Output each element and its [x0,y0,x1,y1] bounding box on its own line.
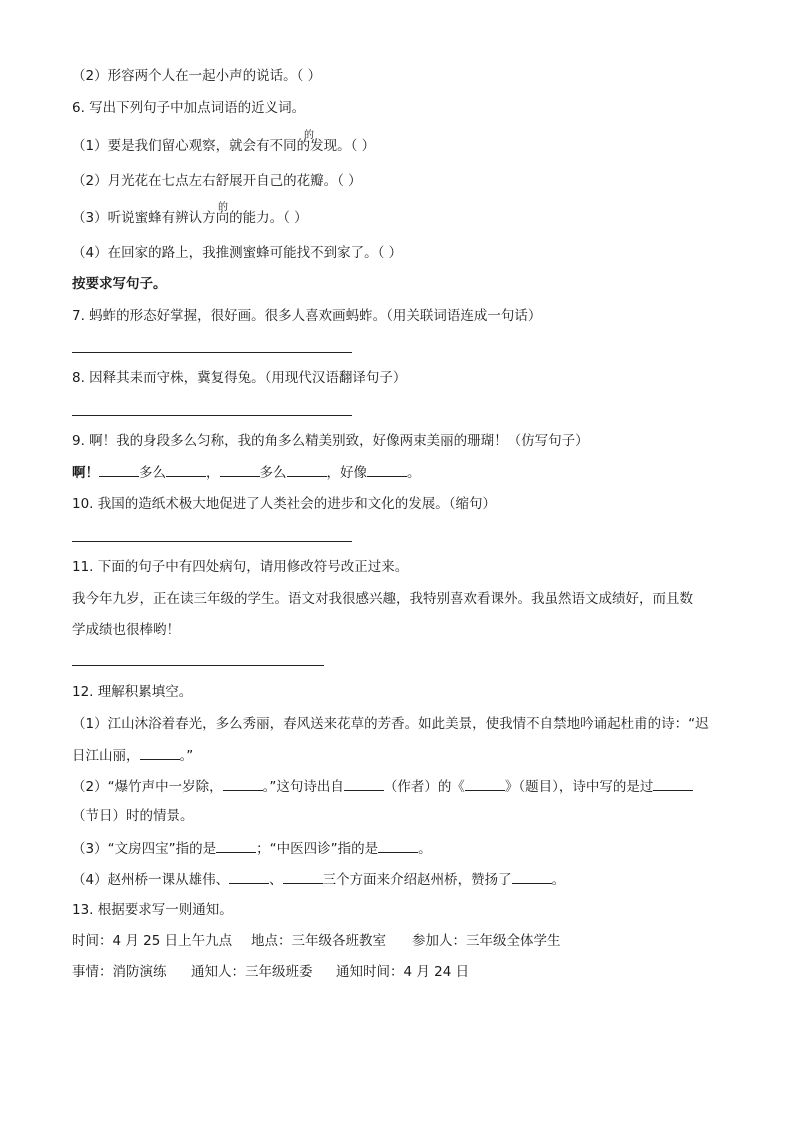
q6-title: 6. 写出下列句子中加点词语的近义词。 [72,100,306,116]
q8-prompt: 8. 因释其耒而守株，冀复得兔。（用现代汉语翻译句子） [72,370,407,386]
q12-item-4-text: 、 [269,872,283,888]
q11-answer-line[interactable] [72,665,324,666]
q12-item-2-blank[interactable] [653,776,693,791]
q9-prompt: 9. 啊！我的身段多么匀称，我的角多么精美别致，好像两束美丽的珊瑚！（仿写句子） [72,433,589,449]
q12-item-4 [72,869,565,890]
q12-item-3 [72,838,432,859]
q12-item-4-text: 三个方面来介绍赵州桥，赞扬了 [322,872,512,888]
q9-blank[interactable] [287,462,327,477]
q12-item-1-line-1: （1）江山沐浴着春光，多么秀丽，春风送来花草的芳香。如此美景，使我情不自禁地吟诵起杜甫的诗：“迟 [72,716,709,732]
emphasis-dot-mark: 的 [218,202,228,213]
q13-participants: 参加人：三年级全体学生 [412,933,561,949]
q10-prompt: 10. 我国的造纸术极大地促进了人类社会的进步和文化的发展。（缩句） [72,496,497,512]
q10-answer-line[interactable] [72,541,352,542]
q12-item-4-text: （4）赵州桥一课从雄伟、 [72,872,230,888]
q12-item-2-text: （作者）的《 [383,779,465,795]
q12-item-2-blank[interactable] [344,776,384,791]
q6-item-1: （1）要是我们留心观察，就会有不同的发现。（ ） [72,138,376,154]
q5-item-2: （2）形容两个人在一起小声的说话。（ ） [72,68,322,84]
q12-item-4-text: 。 [551,872,566,888]
q12-title: 12. 理解积累填空。 [72,684,193,700]
q9-blank[interactable] [166,462,206,477]
emphasis-dot-mark: 的 [304,130,314,141]
q9-blank[interactable] [367,462,407,477]
q13-place: 地点：三年级各班教室 [251,933,386,949]
q12-item-3-text: （3）“文房四宝”指的是 [72,841,217,857]
q6-item-2: （2）月光花在七点左右舒展开自己的花瓣。（ ） [72,173,362,189]
q9-blank[interactable] [220,462,260,477]
q12-item-2-text: （2）“爆竹声中一岁除， [72,779,223,795]
q12-item-1-text: 日江山丽， [72,748,140,764]
q12-item-2-text: 》（题目），诗中写的是过 [504,779,654,795]
q12-item-2-text: 。”这句诗出自 [262,779,344,795]
q12-item-1-line-2 [72,745,193,766]
q12-item-2-blank[interactable] [223,776,263,791]
q12-item-2-line-1 [72,776,693,797]
q11-text-line-2: 学成绩也很棒哟！ [72,622,180,638]
q6-item-4: （4）在回家的路上，我推测蜜蜂可能找不到家了。（ ） [72,245,403,261]
q13-notifier: 通知人：三年级班委 [191,964,313,980]
q7-answer-line[interactable] [72,352,352,353]
q12-item-2-line-2: （节日）时的情景。 [72,808,194,824]
q9-part: ， [206,465,220,481]
q12-item-3-blank[interactable] [216,838,256,853]
q9-blank[interactable] [99,462,139,477]
q12-item-3-text: ；“中医四诊”指的是 [256,841,379,857]
q13-notice-time: 通知时间：4 月 24 日 [336,964,470,980]
q12-item-2-blank[interactable] [465,776,505,791]
q12-item-4-blank[interactable] [229,869,269,884]
q13-matter: 事情：消防演练 [72,964,167,980]
q7-prompt: 7. 蚂蚱的形态好掌握，很好画。很多人喜欢画蚂蚱。（用关联词语连成一句话） [72,308,542,324]
q12-item-1-text: 。” [179,748,194,764]
q8-answer-line[interactable] [72,415,352,416]
q11-title: 11. 下面的句子中有四处病句，请用修改符号改正过来。 [72,559,409,575]
q12-item-4-blank[interactable] [283,869,323,884]
q9-part: ，好像 [326,465,367,481]
q6-item-3: （3）听说蜜蜂有辨认方向的能力。（ ） [72,210,308,226]
section-heading: 按要求写句子。 [72,276,167,292]
q12-item-3-text: 。 [418,841,432,857]
q12-item-4-blank[interactable] [512,869,552,884]
q9-part: 啊！ [72,465,99,481]
q9-part: 多么 [139,465,166,481]
q12-item-3-blank[interactable] [378,838,418,853]
q11-text-line-1: 我今年九岁，正在读三年级的学生。语文对我很感兴趣，我特别喜欢看课外。我虽然语文成绩好，而且数 [72,591,693,607]
q13-time: 时间：4 月 25 日上午九点 [72,933,233,949]
q13-title: 13. 根据要求写一则通知。 [72,902,233,918]
q9-fill-line [72,462,421,483]
q12-item-1-blank[interactable] [140,745,180,760]
q9-part: 多么 [259,465,287,481]
q9-part: 。 [407,465,421,481]
